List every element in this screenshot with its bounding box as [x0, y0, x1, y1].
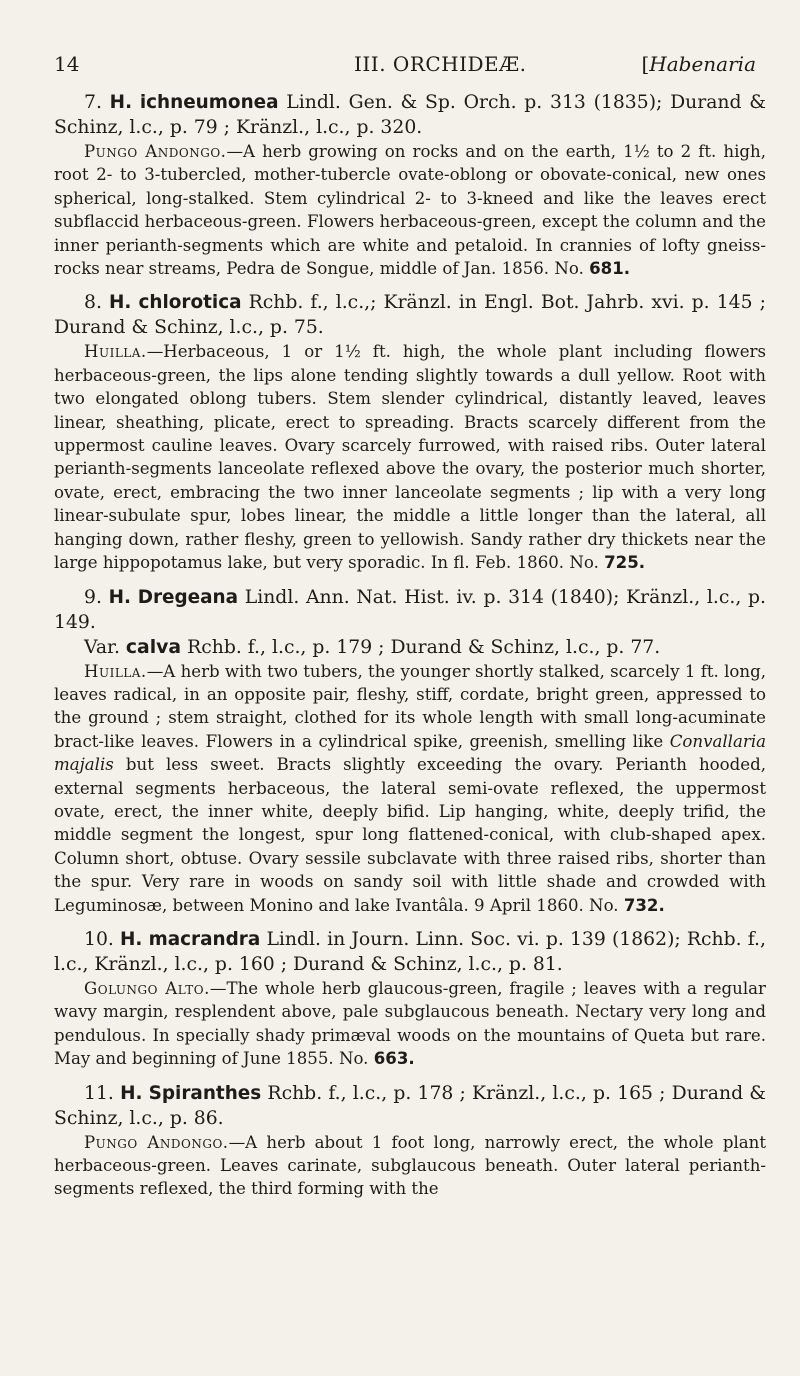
species-headline	[54, 290, 766, 340]
specimen-number: 663.	[373, 1049, 415, 1069]
species-headline	[54, 90, 766, 140]
description-continued: but less sweet. Bracts slightly exceeding the ovary. Perianth hooded, external segments herbaceous, the lateral semi-ovate reflexed, the uppermost ovate, erect, the inner white, deeply bifid. Lip hanging, white, deeply trifid, the middle segment the longest, spur long flattened-conical, with club-shaped apex. Column short, obtuse. Ovary sessile subclavate with three raised ribs, shorter than the spur. Very rare in woods on sandy soil with little shade and crowded with Leguminosæ, between Monino and lake Ivantâla. 9 April 1860. No.	[54, 755, 766, 915]
species-entry	[54, 585, 766, 917]
species-entry	[54, 927, 766, 1071]
variety-citation: Rchb. f., l.c., p. 179 ; Durand & Schinz, l.c., p. 77.	[187, 636, 661, 658]
species-headline	[54, 585, 766, 635]
genus-abbr: H.	[120, 928, 143, 950]
page-number: 14	[54, 52, 80, 76]
species-headline	[54, 1081, 766, 1131]
entry-number: 11.	[84, 1082, 114, 1104]
variety-line	[54, 635, 766, 660]
locality: Golungo Alto.	[84, 978, 210, 998]
species-entry	[54, 90, 766, 280]
species-epithet: chlorotica	[138, 292, 242, 314]
section-title: III. ORCHIDEÆ.	[354, 52, 527, 76]
variety-label: Var.	[84, 636, 120, 658]
genus-running-title	[641, 52, 756, 76]
running-head	[54, 38, 766, 74]
citation: Rchb. f., l.c.,; Kränzl. in Engl. Bot. Jahrb. xvi. p. 145 ; Durand & Schinz, l.c., p. 75.	[54, 292, 766, 339]
species-entry	[54, 290, 766, 574]
genus-name: Habenaria	[649, 52, 756, 76]
species-description	[54, 977, 766, 1071]
species-epithet: ichneumonea	[139, 92, 279, 113]
entry-number: 8.	[84, 292, 102, 314]
running-title-bracket: [	[641, 52, 650, 76]
entry-number: 7.	[84, 92, 102, 113]
locality: Pungo Andongo.	[84, 1132, 229, 1152]
genus-abbr: H.	[109, 92, 133, 113]
locality: Huilla.	[84, 342, 147, 362]
species-description	[54, 140, 766, 280]
specimen-number: 681.	[589, 259, 631, 279]
species-epithet: Spiranthes	[148, 1082, 262, 1104]
locality: Huilla.	[84, 661, 147, 681]
species-description	[54, 1131, 766, 1201]
genus-abbr: H.	[109, 292, 132, 314]
species-entries	[54, 90, 766, 1201]
species-epithet: Dregeana	[137, 586, 239, 608]
description: —A herb with two tubers, the younger shortly stalked, scarcely 1 ft. long, leaves radical, in an opposite pair, fleshy, stiff, cordate, bright green, appressed to the ground ; stem straight, clothed for its whole length with small long-acuminate bract-like leaves. Flowers in a cylindrical spike, greenish, smelling like	[54, 661, 766, 751]
citation: Lindl. Ann. Nat. Hist. iv. p. 314 (1840); Kränzl., l.c., p. 149.	[54, 586, 766, 633]
specimen-number: 725.	[604, 553, 646, 573]
italic-species-name: Convallaria majalis	[54, 731, 767, 775]
citation: Rchb. f., l.c., p. 178 ; Kränzl., l.c., p. 165 ; Durand & Schinz, l.c., p. 86.	[54, 1082, 766, 1129]
species-description	[54, 340, 766, 574]
species-entry	[54, 1081, 766, 1201]
specimen-number: 732.	[623, 895, 665, 915]
locality: Pungo Andongo.	[84, 142, 227, 161]
species-epithet: macrandra	[148, 928, 261, 950]
description: —A herb growing on rocks and on the earth, 1½ to 2 ft. high, root 2- to 3-tubercled, mother-tubercle ovate-oblong or obovate-conical, new ones spherical, long-stalked. Stem cylindrical 2- to 3-kneed and like the leaves erect subflaccid herbaceous-green. Flowers herbaceous-green, except the column and the inner perianth-segments which are white and petaloid. In crannies of lofty gneiss-rocks near streams, Pedra de Songue, middle of Jan. 1856. No.	[54, 142, 767, 279]
citation: Lindl. in Journ. Linn. Soc. vi. p. 139 (1862); Rchb. f., l.c., Kränzl., l.c., p. 160 ; Durand & Schinz, l.c., p. 81.	[54, 928, 766, 975]
description: —The whole herb glaucous-green, fragile ; leaves with a regular wavy margin, resplendent above, pale subglaucous beneath. Nectary very long and pendulous. In specially shady primæval woods on the mountains of Queta but rare. May and beginning of June 1855. No.	[54, 978, 766, 1069]
entry-number: 9.	[84, 586, 102, 608]
genus-abbr: H.	[108, 586, 131, 608]
genus-abbr: H.	[120, 1082, 143, 1104]
description: —A herb about 1 foot long, narrowly erect, the whole plant herbaceous-green. Leaves carinate, subglaucous beneath. Outer lateral perianth-segments reflexed, the third forming with the	[54, 1132, 767, 1199]
variety-name: calva	[125, 636, 182, 658]
species-description	[54, 660, 766, 917]
citation: Lindl. Gen. & Sp. Orch. p. 313 (1835); Durand & Schinz, l.c., p. 79 ; Kränzl., l.c., p. 320.	[54, 92, 766, 138]
description: —Herbaceous, 1 or 1½ ft. high, the whole plant including flowers herbaceous-green, the lips alone tending slightly towards a dull yellow. Root with two elongated oblong tubers. Stem slender cylindrical, distantly leaved, leaves linear, sheathing, plicate, erect to spreading. Bracts scarcely different from the uppermost cauline leaves. Ovary scarcely furrowed, with raised ribs. Outer lateral perianth-segments lanceolate reflexed above the ovary, the posterior much shorter, ovate, erect, embracing the two inner lanceolate segments ; lip with a very long linear-subulate spur, lobes linear, the middle a little longer than the lateral, all hanging down, rather fleshy, green to yellowish. Sandy rather dry thickets near the large hippopotamus lake, but very sporadic. In fl. Feb. 1860. No.	[54, 342, 766, 573]
entry-number: 10.	[84, 928, 114, 950]
species-headline	[54, 927, 766, 977]
